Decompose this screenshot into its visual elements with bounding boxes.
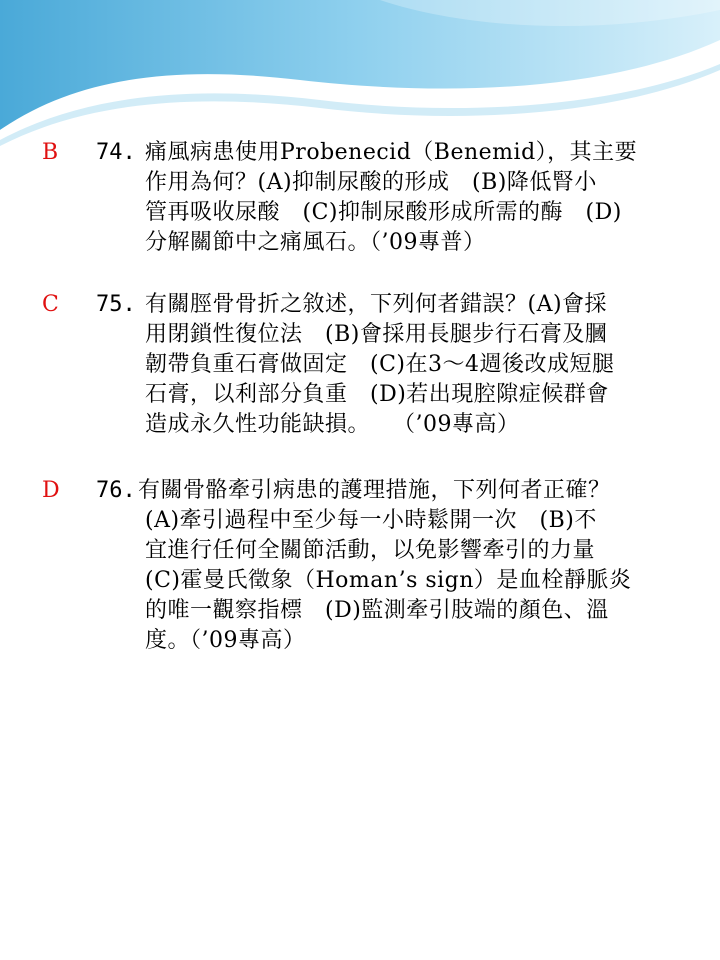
question-line: 痛風病患使用Probenecid（Benemid），其主要 <box>145 140 638 165</box>
answer-key: D <box>42 478 60 503</box>
answer-key: C <box>42 292 59 317</box>
question-line: 度。（’09專高） <box>145 628 306 653</box>
question-number: 76. <box>96 478 136 503</box>
question-line: (C)霍曼氏徵象（Homan’s sign）是血栓靜脈炎 <box>145 568 632 593</box>
question-line: 造成永久性功能缺損。 （’09專高） <box>145 412 520 437</box>
question-line: 分解關節中之痛風石。（’09專普） <box>145 230 486 255</box>
question-line: (A)牽引過程中至少每一小時鬆開一次 (B)不 <box>145 508 597 533</box>
question-line: 作用為何？(A)抑制尿酸的形成 (B)降低腎小 <box>145 170 597 195</box>
question-line: 有關脛骨骨折之敘述，下列何者錯誤？(A)會採 <box>145 292 608 317</box>
question-line: 的唯一觀察指標 (D)監測牽引肢端的顏色、溫 <box>145 598 609 623</box>
question-number: 74. <box>96 140 136 165</box>
question-text <box>145 138 710 258</box>
question-text <box>145 290 710 440</box>
answer-key: B <box>42 140 59 165</box>
question-line: 管再吸收尿酸 (C)抑制尿酸形成所需的酶 (D) <box>145 200 622 225</box>
question-line: 宜進行任何全關節活動，以免影響牽引的力量 <box>145 538 596 563</box>
header-wave-decoration <box>0 0 720 150</box>
question-line: 有關骨骼牽引病患的護理措施，下列何者正確？ <box>138 478 611 503</box>
question-number: 75. <box>96 292 136 317</box>
question-text <box>145 506 710 656</box>
question-line: 用閉鎖性復位法 (B)會採用長腿步行石膏及膕 <box>145 322 608 347</box>
question-line: 韌帶負重石膏做固定 (C)在3～4週後改成短腿 <box>145 352 615 377</box>
question-line: 石膏，以利部分負重 (D)若出現腔隙症候群會 <box>145 382 609 407</box>
question-text-first-line <box>138 476 710 506</box>
